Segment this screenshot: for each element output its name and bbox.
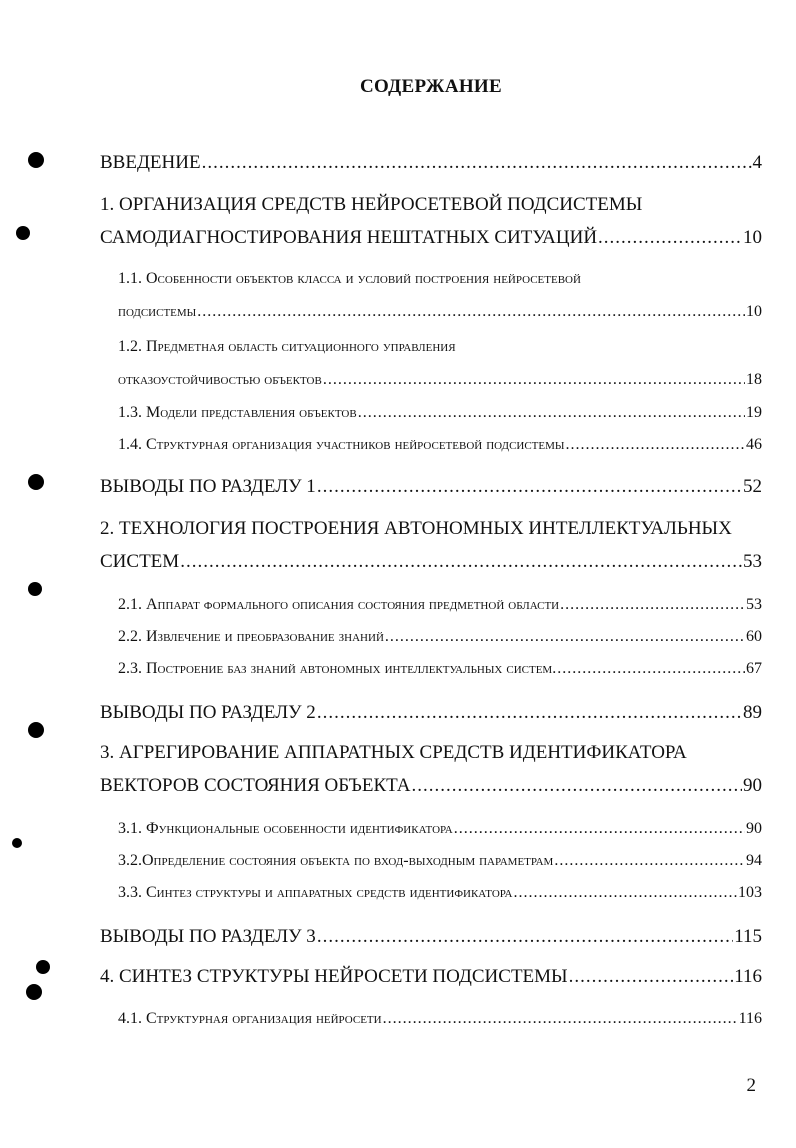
page-number: 2 (746, 1075, 756, 1096)
binder-hole-mark (36, 960, 50, 974)
entry-page: 10 (743, 227, 762, 248)
entry-title: 2.1. Аппарат формального описания состояния предметной области (118, 596, 560, 613)
entry-title: 1.3. Модели представления объектов (118, 404, 357, 421)
entry-title: 1.4. Структурная организация участников нейросетевой подсистемы (118, 436, 565, 453)
toc-entry-1-1[interactable] (118, 262, 762, 328)
entry-title: ВЫВОДЫ ПО РАЗДЕЛУ 3 (100, 926, 316, 947)
dot-leader (569, 960, 734, 993)
toc-entry-chapter-3[interactable] (100, 736, 762, 802)
binder-hole-mark (28, 474, 44, 490)
entry-title-line1: 1.2. Предметная область ситуационного управления (118, 338, 456, 355)
entry-title: 2.3. Построение баз знаний автономных интеллектуальных систем. (118, 660, 557, 677)
entry-page: 115 (734, 926, 762, 947)
entry-title: 4.1. Структурная организация нейросети (118, 1010, 382, 1027)
dot-leader (323, 363, 745, 396)
toc-entry-3-3[interactable] (118, 876, 762, 909)
entry-page: 116 (738, 1010, 762, 1027)
entry-page: 67 (746, 660, 762, 677)
dot-leader (560, 588, 745, 621)
entry-title: отказоустойчивостью объектов (118, 371, 322, 388)
entry-title-line1: 1.1. Особенности объектов класса и условий построения нейросетевой (118, 270, 581, 287)
dot-leader (412, 769, 742, 802)
entry-title: ВЫВОДЫ ПО РАЗДЕЛУ 2 (100, 702, 316, 723)
dot-leader (454, 812, 745, 845)
dot-leader (317, 920, 733, 953)
entry-title: СИСТЕМ (100, 551, 180, 572)
dot-leader (513, 876, 737, 909)
entry-page: 60 (746, 628, 762, 645)
entry-title: 4. СИНТЕЗ СТРУКТУРЫ НЕЙРОСЕТИ ПОДСИСТЕМЫ (100, 966, 568, 987)
entry-page: 116 (734, 966, 762, 987)
toc-entry-chapter-1[interactable] (100, 188, 762, 254)
entry-page: 4 (752, 152, 762, 173)
dot-leader (598, 221, 742, 254)
toc-entry-conclusions-1[interactable] (100, 470, 762, 503)
binder-hole-mark (28, 152, 44, 168)
toc-entry-chapter-2[interactable] (100, 512, 762, 578)
entry-page: 90 (743, 775, 762, 796)
entry-title-line1: 3. АГРЕГИРОВАНИЕ АППАРАТНЫХ СРЕДСТВ ИДЕНТИФИКАТОРА (100, 742, 687, 763)
dot-leader (566, 428, 746, 461)
binder-hole-mark (12, 838, 22, 848)
entry-title: 3.2.Определение состояния объекта по вход-выходным параметрам (118, 852, 554, 869)
binder-hole-mark (28, 582, 42, 596)
entry-title: ВЕКТОРОВ СОСТОЯНИЯ ОБЪЕКТА (100, 775, 411, 796)
entry-page: 53 (743, 551, 762, 572)
toc-entry-conclusions-3[interactable] (100, 920, 762, 953)
toc-entry-2-1[interactable] (118, 588, 762, 621)
dot-leader (197, 295, 745, 328)
entry-title-line1: 1. ОРГАНИЗАЦИЯ СРЕДСТВ НЕЙРОСЕТЕВОЙ ПОДСИСТЕМЫ (100, 194, 643, 215)
entry-page: 46 (746, 436, 762, 453)
entry-page: 90 (746, 820, 762, 837)
dot-leader (317, 696, 742, 729)
entry-page: 53 (746, 596, 762, 613)
binder-hole-mark (16, 226, 30, 240)
dot-leader (202, 146, 752, 179)
entry-title: подсистемы (118, 303, 197, 320)
entry-title: САМОДИАГНОСТИРОВАНИЯ НЕШТАТНЫХ СИТУАЦИЙ (100, 227, 598, 248)
toc-entry-1-3[interactable] (118, 396, 762, 429)
entry-title: 3.1. Функциональные особенности идентификатора (118, 820, 453, 837)
dot-leader (358, 396, 745, 429)
binder-hole-mark (26, 984, 42, 1000)
entry-title-line1: 2. ТЕХНОЛОГИЯ ПОСТРОЕНИЯ АВТОНОМНЫХ ИНТЕЛЛЕКТУАЛЬНЫХ (100, 518, 732, 539)
toc-entry-1-2[interactable] (118, 330, 762, 396)
dot-leader (557, 652, 745, 685)
dot-leader (554, 844, 745, 877)
toc-entry-3-2[interactable] (118, 844, 762, 877)
entry-page: 19 (746, 404, 762, 421)
toc-entry-chapter-4[interactable] (100, 960, 762, 993)
toc-title: СОДЕРЖАНИЕ (360, 76, 502, 97)
dot-leader (383, 1002, 738, 1035)
entry-page: 52 (743, 476, 762, 497)
toc-entry-3-1[interactable] (118, 812, 762, 845)
entry-page: 10 (746, 303, 762, 320)
dot-leader (385, 620, 745, 653)
dot-leader (180, 545, 742, 578)
toc-entry-conclusions-2[interactable] (100, 696, 762, 729)
entry-page: 103 (738, 884, 762, 901)
toc-entry-4-1[interactable] (118, 1002, 762, 1035)
entry-title: 2.2. Извлечение и преобразование знаний (118, 628, 384, 645)
entry-title: 3.3. Синтез структуры и аппаратных средств идентификатора (118, 884, 513, 901)
entry-page: 89 (743, 702, 762, 723)
entry-title: ВЫВОДЫ ПО РАЗДЕЛУ 1 (100, 476, 316, 497)
toc-entry-2-2[interactable] (118, 620, 762, 653)
entry-page: 18 (746, 371, 762, 388)
dot-leader (317, 470, 742, 503)
toc-entry-introduction[interactable] (100, 146, 762, 179)
toc-entry-1-4[interactable] (118, 428, 762, 461)
toc-entry-2-3[interactable] (118, 652, 762, 685)
entry-page: 94 (746, 852, 762, 869)
binder-hole-mark (28, 722, 44, 738)
entry-title: ВВЕДЕНИЕ (100, 152, 201, 173)
